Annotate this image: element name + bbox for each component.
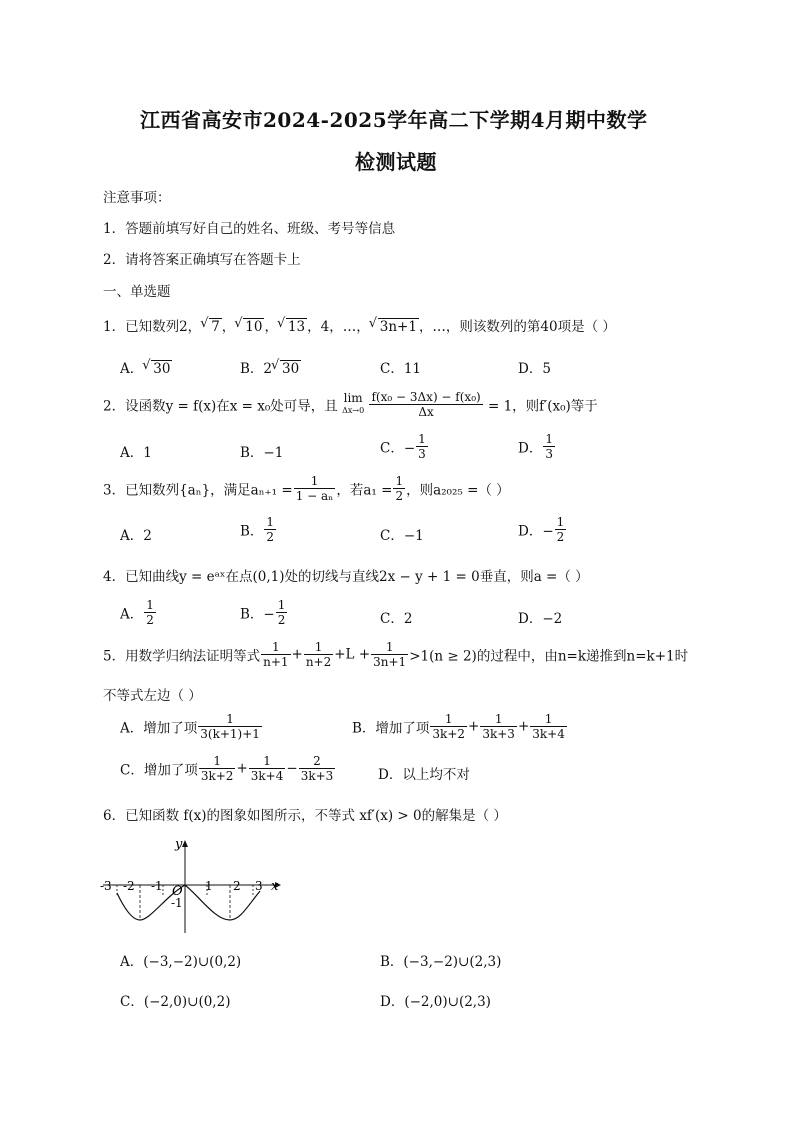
- notice-item: 2．请将答案正确填写在答题卡上: [103, 252, 301, 268]
- notice-heading: 注意事项：: [103, 190, 171, 206]
- q6-option-a[interactable]: A．(−3,−2)∪(0,2): [120, 954, 242, 970]
- q2-option-c[interactable]: C．− $\frac{1}{3}$: [380, 432, 426, 461]
- origin-label: O: [172, 884, 183, 899]
- q4-option-d[interactable]: D．−2: [518, 611, 563, 627]
- q6-option-b[interactable]: B．(−3,−2)∪(2,3): [380, 954, 502, 970]
- y-axis-label: y: [175, 837, 183, 852]
- q3-option-a[interactable]: A．2: [120, 528, 152, 544]
- q1-option-c[interactable]: C．11: [380, 361, 422, 377]
- tick-label: -2: [123, 879, 135, 893]
- tick-label-y: -1: [171, 896, 183, 910]
- q6-option-d[interactable]: D．(−2,0)∪(2,3): [380, 994, 491, 1010]
- tick-label: 3: [255, 879, 263, 893]
- q2-option-d[interactable]: D． $\frac{1}{3}$: [518, 432, 553, 461]
- q5-option-a[interactable]: A．增加了项 $\frac{1}{3(k+1)+1}$: [120, 712, 260, 741]
- q3-option-c[interactable]: C．−1: [380, 528, 424, 544]
- page-subtitle: 检测试题: [355, 150, 437, 174]
- question-6-stem: 6．已知函数 f(x)的图象如图所示，不等式 xf′(x) > 0的解集是（ ）: [103, 808, 507, 824]
- q5-option-b[interactable]: B．增加了项 $\frac{1}{3k+2}$ + $\frac{1}{3k+3}$ + $\frac{1}{3k+4}$: [352, 712, 565, 741]
- tick-label: -1: [151, 879, 163, 893]
- q3-option-b[interactable]: B． $\frac{1}{2}$: [240, 515, 275, 544]
- y-axis-arrow: [182, 840, 188, 847]
- question-4-stem: 4．已知曲线y = eᵃˣ在点(0,1)处的切线与直线2x − y + 1 = 0垂直，则a =（ ）: [103, 569, 589, 585]
- q4-option-a[interactable]: A． $\frac{1}{2}$: [120, 598, 154, 627]
- question-2-stem: 2．设函数y = f(x)在x = x₀处可导，且 lim Δx→0 $\frac{\text{f(x₀ − 3Δx) − f(x₀)}}{\Delta x}$ = 1，则f′(x₀)等于: [103, 390, 598, 419]
- page-title: 江西省高安市2024-2025学年高二下学期4月期中数学: [140, 108, 648, 132]
- question-3-stem: 3．已知数列{aₙ}，满足aₙ₊₁ = $\frac{1}{\text{1 − aₙ}}$ ，若a₁ = $\frac{1}{2}$ ，则a₂₀₂₅ =（ ）: [103, 474, 510, 503]
- question-1-stem: 1．已知数列2，√ 7 ，√ 10 ，√ 13 ，4，…，√ 3n+1 ，…，则该数列的第40项是（ ）: [103, 315, 616, 335]
- q5-option-c[interactable]: C．增加了项 $\frac{1}{3k+2}$ + $\frac{1}{3k+4}$ − $\frac{2}{3k+3}$: [120, 754, 334, 783]
- q6-option-c[interactable]: C．(−2,0)∪(0,2): [120, 994, 231, 1010]
- notice-item: 1．答题前填写好自己的姓名、班级、考号等信息: [103, 221, 396, 237]
- section-heading: 一、单选题: [103, 284, 171, 300]
- q4-option-b[interactable]: B．− $\frac{1}{2}$: [240, 598, 286, 627]
- q5-option-d[interactable]: D．以上均不对: [378, 767, 470, 783]
- q3-option-d[interactable]: D．− $\frac{1}{2}$: [518, 515, 565, 544]
- q1-option-b[interactable]: B．2√ 30: [240, 357, 301, 377]
- question-5-stem: 5．用数学归纳法证明等式 $\frac{1}{n+1}$ + $\frac{1}{n+2}$ +L + $\frac{1}{3n+1}$ >1(n ≥ 2)的过程中，由n=k递推到n=k+1时: [103, 640, 689, 669]
- q1-option-a[interactable]: A．√ 30: [120, 357, 172, 377]
- q1-option-d[interactable]: D．5: [518, 361, 551, 377]
- q2-option-a[interactable]: A．1: [120, 445, 152, 461]
- tick-label: 1: [205, 879, 213, 893]
- tick-label: 2: [233, 879, 241, 893]
- question-5-stem-cont: 不等式左边（ ）: [103, 688, 202, 704]
- x-axis-label: x: [271, 879, 279, 894]
- function-graph: [95, 835, 295, 935]
- limit-symbol: lim Δx→0: [342, 391, 365, 415]
- tick-label: -3: [100, 879, 112, 893]
- q2-option-b[interactable]: B．−1: [240, 445, 284, 461]
- q4-option-c[interactable]: C．2: [380, 611, 413, 627]
